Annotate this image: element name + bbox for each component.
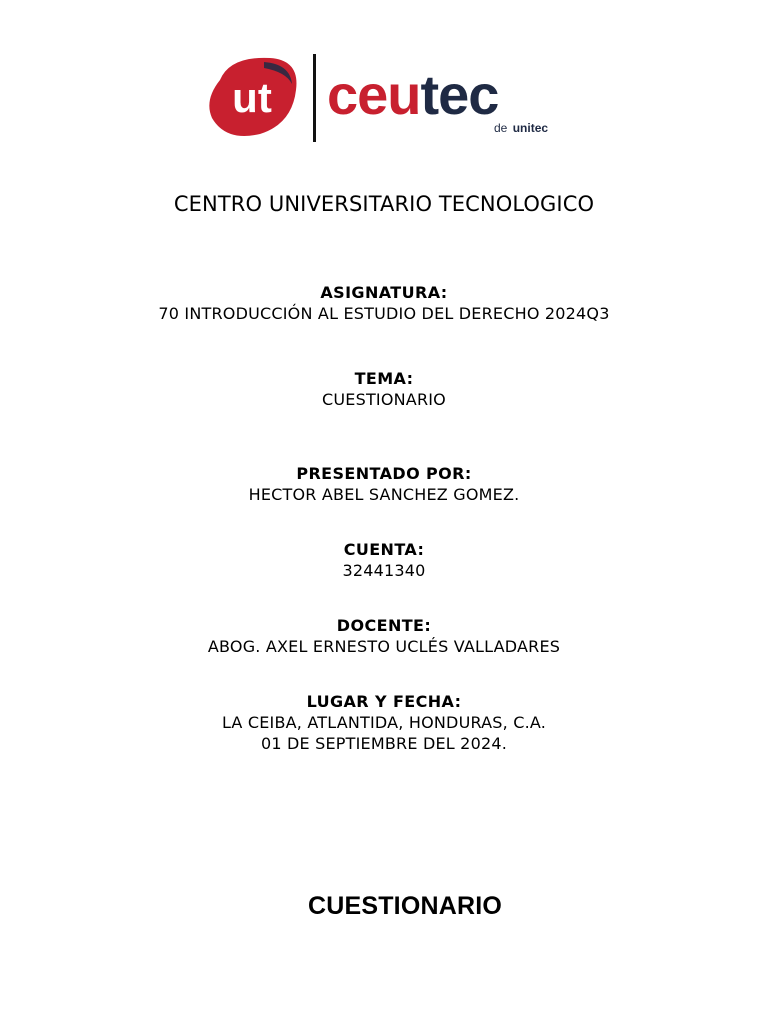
asignatura-block bbox=[0, 282, 768, 324]
logo-wordmark-tec: tec bbox=[420, 63, 499, 126]
logo-tagline-de: de bbox=[494, 121, 508, 135]
ceutec-logo bbox=[200, 50, 580, 150]
cuenta-block bbox=[0, 539, 768, 581]
lugar-block bbox=[0, 691, 768, 754]
tema-label: TEMA: bbox=[354, 369, 414, 388]
asignatura-value: 70 INTRODUCCIÓN AL ESTUDIO DEL DERECHO 2024Q3 bbox=[158, 304, 610, 323]
logo-tagline-unitec: unitec bbox=[512, 121, 549, 135]
lugar-line2: 01 DE SEPTIEMBRE DEL 2024. bbox=[260, 734, 507, 753]
presentado-value: HECTOR ABEL SANCHEZ GOMEZ. bbox=[248, 485, 520, 504]
cuenta-label: CUENTA: bbox=[343, 540, 425, 559]
docente-value: ABOG. AXEL ERNESTO UCLÉS VALLADARES bbox=[207, 637, 561, 656]
lugar-line1: LA CEIBA, ATLANTIDA, HONDURAS, C.A. bbox=[221, 713, 547, 732]
institution-name: CENTRO UNIVERSITARIO TECNOLOGICO bbox=[173, 192, 595, 216]
cuenta-value: 32441340 bbox=[342, 561, 426, 580]
presentado-block bbox=[0, 463, 768, 505]
presentado-label: PRESENTADO POR: bbox=[296, 464, 472, 483]
logo-separator bbox=[313, 54, 316, 142]
logo-badge-text: ut bbox=[232, 74, 272, 121]
section-heading: CUESTIONARIO bbox=[307, 892, 503, 920]
tema-value: CUESTIONARIO bbox=[322, 390, 446, 409]
svg-text:de unitec bbox=[494, 121, 548, 135]
docente-block bbox=[0, 615, 768, 657]
lugar-label: LUGAR Y FECHA: bbox=[306, 692, 462, 711]
tema-block bbox=[0, 368, 768, 410]
logo-wordmark-ceu: ceu bbox=[327, 63, 421, 126]
svg-text:ceutec bbox=[327, 63, 498, 126]
docente-label: DOCENTE: bbox=[336, 616, 432, 635]
asignatura-label: ASIGNATURA: bbox=[320, 283, 448, 302]
